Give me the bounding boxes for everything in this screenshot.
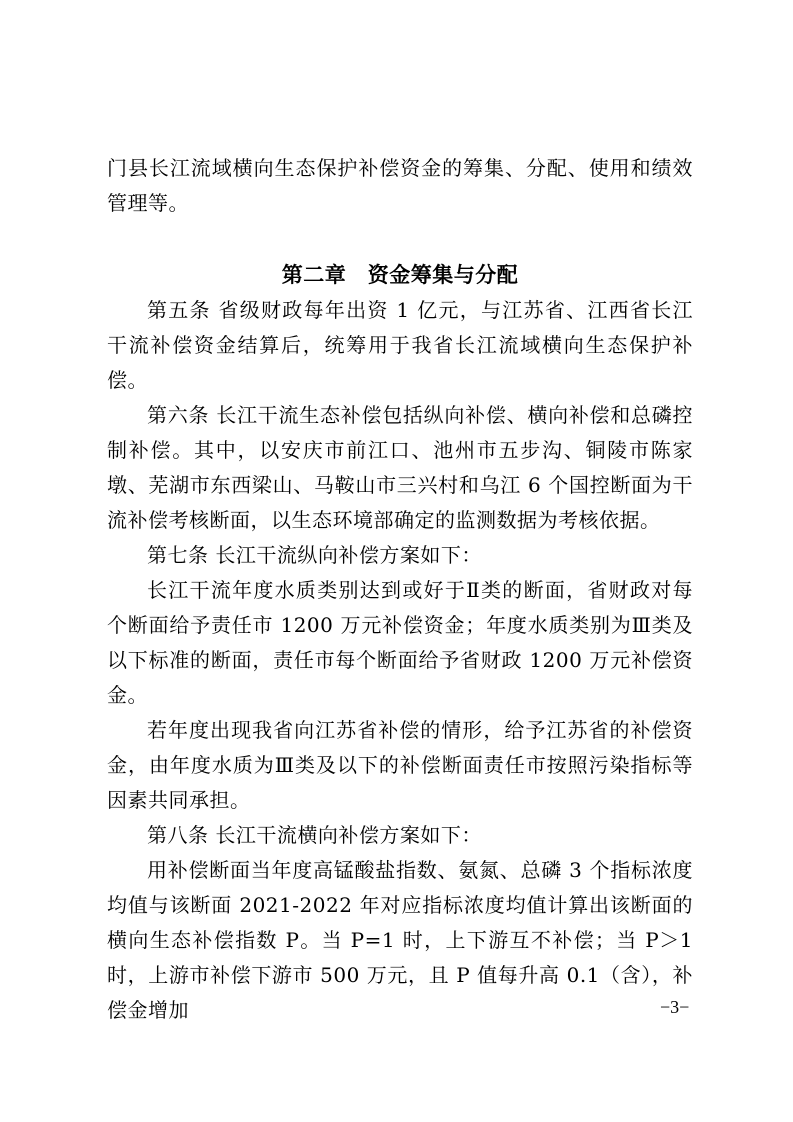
- page-number: −3−: [660, 997, 690, 1017]
- article-7-heading: 第七条 长江干流纵向补偿方案如下：: [147, 543, 482, 567]
- intro-continuation-paragraph: 门县长江流域横向生态保护补偿资金的筹集、分配、使用和绩效管理等。: [107, 156, 693, 215]
- article-8-heading: 第八条 长江干流横向补偿方案如下：: [147, 823, 482, 847]
- article-6-paragraph: 第六条 长江干流生态补偿包括纵向补偿、横向补偿和总磷控制补偿。其中，以安庆市前江口、池州市五步沟、铜陵市陈家墩、芜湖市东西梁山、马鞍山市三兴村和乌江 6 个国控断面为干流补偿考核断面，以生态环境部确定的监测数据为考核依据。: [107, 403, 693, 532]
- chapter-title: 第二章 资金筹集与分配: [281, 263, 519, 287]
- section-gap: [107, 221, 693, 257]
- article-5-paragraph: 第五条 省级财政每年出资 1 亿元，与江苏省、江西省长江干流补偿资金结算后，统筹用于我省长江流域横向生态保护补偿。: [107, 298, 693, 392]
- article-8-horizontal-compensation-paragraph: 用补偿断面当年度高锰酸盐指数、氨氮、总磷 3 个指标浓度均值与该断面 2021-2022 年对应指标浓度均值计算出该断面的横向生态补偿指数 P。当 P=1 时，上下游互不补偿；当 P＞1 时，上游市补偿下游市 500 万元，且 P 值每升高 0.1（含），补偿金增加: [107, 858, 693, 1022]
- article-7-jiangsu-compensation-paragraph: 若年度出现我省向江苏省补偿的情形，给予江苏省的补偿资金，由年度水质为Ⅲ类及以下的补偿断面责任市按照污染指标等因素共同承担。: [107, 718, 693, 812]
- page-body: [107, 151, 693, 1028]
- article-7-vertical-compensation-paragraph: 长江干流年度水质类别达到或好于Ⅱ类的断面，省财政对每个断面给予责任市 1200 万元补偿资金；年度水质类别为Ⅲ类及以下标准的断面，责任市每个断面给予省财政 1200 万元补偿资金。: [107, 578, 693, 707]
